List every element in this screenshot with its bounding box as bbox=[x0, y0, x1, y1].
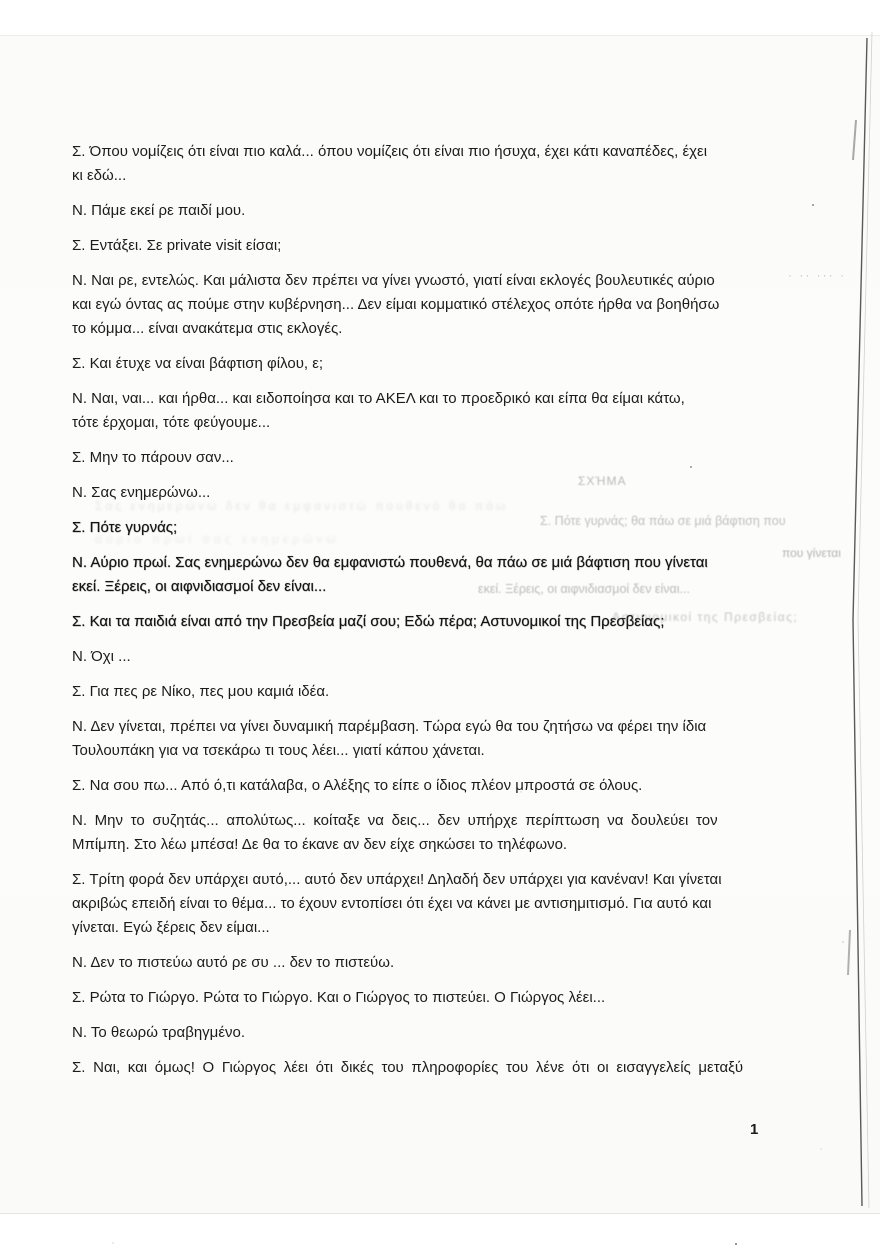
dialogue-paragraph bbox=[72, 481, 852, 505]
dialogue-line: Σ. Πότε γυρνάς; bbox=[72, 519, 178, 536]
dialogue-line: τότε έρχομαι, τότε φεύγουμε... bbox=[72, 414, 271, 431]
dialogue-line: Ν. Μην το συζητάς... απολύτως... κοίταξε να δεις... δεν υπήρχε περίπτωση να δουλεύει τον bbox=[72, 812, 718, 829]
transcript-body bbox=[72, 140, 852, 1091]
ghost-bleed-text: αύριο πρωί σας ενημερώνω bbox=[95, 532, 340, 546]
dialogue-paragraph bbox=[72, 1056, 852, 1080]
dialogue-paragraph bbox=[72, 234, 852, 258]
dialogue-line: Ν. Πάμε εκεί ρε παιδί μου. bbox=[72, 202, 246, 219]
dialogue-line: εκεί. Ξέρεις, οι αιφνιδιασμοί δεν είναι... bbox=[72, 578, 327, 595]
dialogue-paragraph bbox=[72, 352, 852, 376]
dialogue-line: γίνεται. Εγώ ξέρεις δεν είμαι... bbox=[72, 919, 270, 936]
ghost-bleed-text: Σας ενημερώνω δεν θα εμφανιστώ πουθενά θα πάω bbox=[95, 499, 509, 513]
dialogue-paragraph bbox=[72, 645, 852, 669]
dialogue-line: το κόμμα... είναι ανακάτεμα στις εκλογές. bbox=[72, 320, 343, 337]
ghost-bleed-text: Σ. Πότε γυρνάς; θα πάω σε μιά βάφτιση που bbox=[540, 514, 786, 528]
dialogue-paragraph bbox=[72, 516, 852, 540]
dialogue-paragraph bbox=[72, 680, 852, 704]
dialogue-line: Ν. Δεν γίνεται, πρέπει να γίνει δυναμική παρέμβαση. Τώρα εγώ θα του ζητήσω να φέρει την ίδια bbox=[72, 718, 707, 735]
dialogue-line: Ν. Όχι ... bbox=[72, 648, 131, 665]
dialogue-line: Σ. Και τα παιδιά είναι από την Πρεσβεία μαζί σου; Εδώ πέρα; Αστυνομικοί της Πρεσβείας; bbox=[72, 613, 665, 630]
dialogue-paragraph bbox=[72, 986, 852, 1010]
dialogue-line: Τουλουπάκη για να τσεκάρω τι τους λέει... γιατί κάπου χάνεται. bbox=[72, 742, 485, 759]
dialogue-paragraph bbox=[72, 199, 852, 223]
ghost-bleed-text: που γίνεται bbox=[782, 546, 841, 560]
dialogue-paragraph bbox=[72, 951, 852, 975]
ghost-bleed-text: ΣΧΉΜΑ bbox=[578, 474, 627, 488]
dialogue-line: Ν. Ναι, ναι... και ήρθα... και ειδοποίησα και το ΑΚΕΛ και το προεδρικό και είπα θα είμαι κάτω, bbox=[72, 390, 685, 407]
dialogue-line: κι εδώ... bbox=[72, 167, 127, 184]
ghost-bleed-text: Αστυνομικοί της Πρεσβείας; bbox=[612, 610, 799, 624]
dialogue-paragraph bbox=[72, 774, 852, 798]
dialogue-line: Σ. Τρίτη φορά δεν υπάρχει αυτό,... αυτό δεν υπάρχει! Δηλαδή δεν υπάρχει για κανέναν! Και γίνεται bbox=[72, 871, 722, 888]
ghost-bleed-text: · ·· ··· · bbox=[788, 268, 846, 282]
dialogue-paragraph bbox=[72, 140, 852, 188]
dialogue-line: Ν. Δεν το πιστεύω αυτό ρε συ ... δεν το πιστεύω. bbox=[72, 954, 395, 971]
dialogue-paragraph bbox=[72, 610, 852, 634]
dialogue-line: Σ. Ρώτα το Γιώργο. Ρώτα το Γιώργο. Και ο Γιώργος το πιστεύει. Ο Γιώργος λέει... bbox=[72, 989, 606, 1006]
dialogue-line: Σ. Εντάξει. Σε private visit είσαι; bbox=[72, 237, 282, 254]
scan-speck-artifacts bbox=[812, 204, 814, 206]
dialogue-line: Ν. Ναι ρε, εντελώς. Και μάλιστα δεν πρέπει να γίνει γνωστό, γιατί είναι εκλογές βουλευτικές αύριο bbox=[72, 272, 715, 289]
dialogue-paragraph bbox=[72, 1021, 852, 1045]
page-number: 1 bbox=[750, 1121, 759, 1138]
dialogue-line: Ν. Το θεωρώ τραβηγμένο. bbox=[72, 1024, 246, 1041]
dialogue-line: Σ. Να σου πω... Από ό,τι κατάλαβα, ο Αλέξης το είπε ο ίδιος πλέον μπροστά σε όλους. bbox=[72, 777, 643, 794]
dialogue-paragraph bbox=[72, 868, 852, 940]
dialogue-line: Μπίμπη. Στο λέω μπέσα! Δε θα το έκανε αν δεν είχε σηκώσει το τηλέφωνο. bbox=[72, 836, 568, 853]
dialogue-paragraph bbox=[72, 715, 852, 763]
dialogue-paragraph bbox=[72, 387, 852, 435]
dialogue-line: και εγώ όντας ας πούμε στην κυβέρνηση... Δεν είμαι κομματικό στέλεχος οπότε ήρθα να βοηθήσω bbox=[72, 296, 720, 313]
scanned-page bbox=[0, 35, 880, 1214]
dialogue-line: Σ. Όπου νομίζεις ότι είναι πιο καλά... όπου νομίζεις ότι είναι πιο ήσυχα, έχει κάτι καναπέδες, έχει bbox=[72, 143, 708, 160]
dialogue-paragraph bbox=[72, 809, 852, 857]
dialogue-line: Σ. Και έτυχε να είναι βάφτιση φίλου, ε; bbox=[72, 355, 324, 372]
dialogue-line: Ν. Σας ενημερώνω... bbox=[72, 484, 211, 501]
dialogue-line: Ν. Αύριο πρωί. Σας ενημερώνω δεν θα εμφανιστώ πουθενά, θα πάω σε μιά βάφτιση που γίνεται bbox=[72, 554, 708, 571]
dialogue-line: Σ. Για πες ρε Νίκο, πες μου καμιά ιδέα. bbox=[72, 683, 330, 700]
ghost-bleed-text: εκεί. Ξέρεις, οι αιφνιδιασμοί δεν είναι... bbox=[478, 582, 690, 596]
dialogue-paragraph bbox=[72, 446, 852, 470]
dialogue-paragraph bbox=[72, 551, 852, 599]
dialogue-paragraph bbox=[72, 269, 852, 341]
dialogue-line: Σ. Μην το πάρουν σαν... bbox=[72, 449, 234, 466]
dialogue-line: ακριβώς επειδή είναι το θέμα... το έχουν εντοπίσει ότι έχει να κάνει με αντισημιτισμό. Για αυτό και bbox=[72, 895, 712, 912]
dialogue-line: Σ. Ναι, και όμως! Ο Γιώργος λέει ότι δικές του πληροφορίες του λένε ότι οι εισαγγελείς μεταξύ bbox=[72, 1059, 744, 1076]
